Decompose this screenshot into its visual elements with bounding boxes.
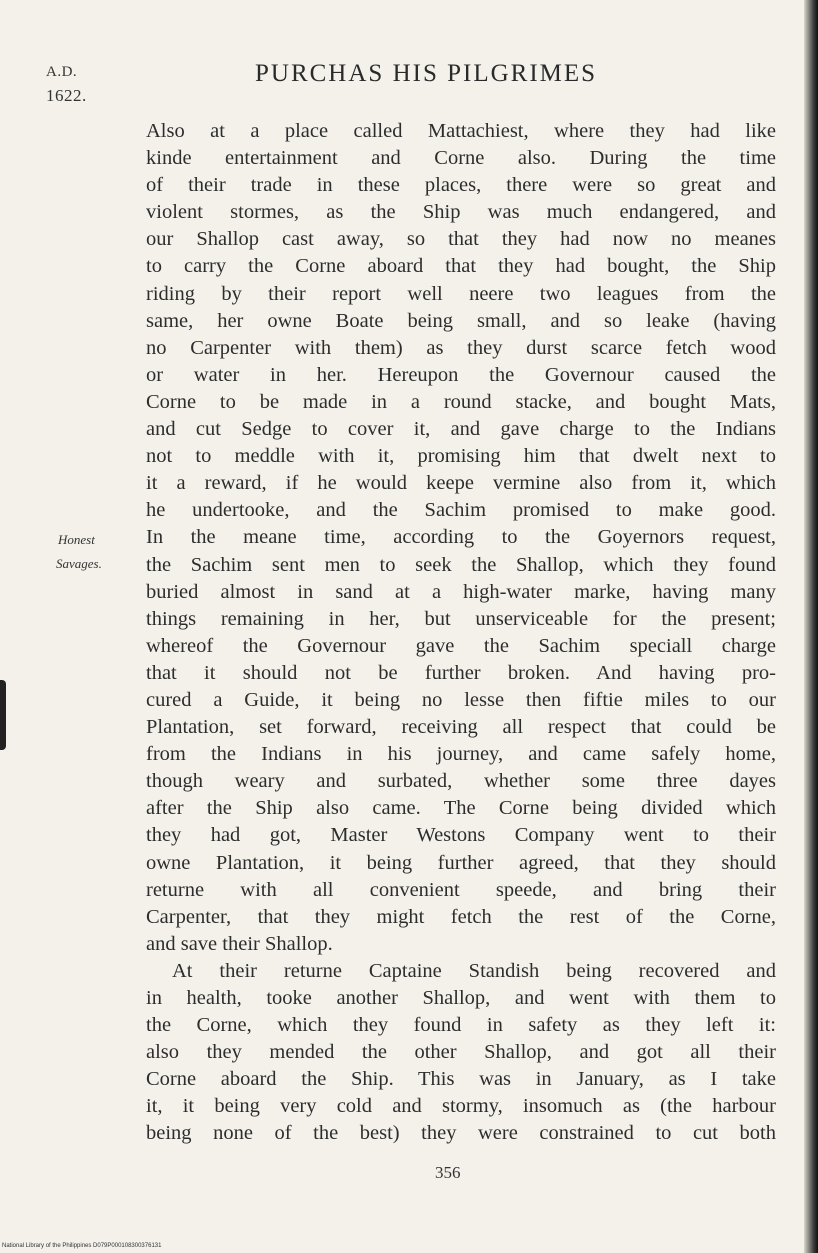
text-line: cured a Guide, it being no lesse then fiftie miles to our [146, 688, 776, 711]
year-label: 1622. [46, 86, 87, 105]
text-line: kinde entertainment and Corne also. During the time [146, 147, 776, 170]
text-line: after the Ship also came. The Corne being divided which [146, 797, 776, 820]
text-line: violent stormes, as the Ship was much endangered, and [146, 201, 776, 224]
text-line: buried almost in sand at a high-water marke, having many [146, 580, 776, 603]
text-line: of their trade in these places, there were so great and [146, 174, 776, 197]
text-line: Corne to be made in a round stacke, and bought Mats, [146, 390, 776, 413]
text-line: he undertooke, and the Sachim promised to make good. [146, 499, 776, 522]
text-line: and save their Shallop. [146, 932, 333, 955]
text-line: no Carpenter with them) as they durst scarce fetch wood [146, 336, 776, 359]
side-note-line2: Savages. [56, 556, 102, 571]
text-line: that it should not be further broken. And having pro- [146, 661, 776, 684]
text-line: being none of the best) they were constrained to cut both [146, 1122, 776, 1145]
body-text [146, 118, 776, 1148]
text-line: riding by their report well neere two leagues from the [146, 282, 776, 305]
text-line: Corne aboard the Ship. This was in January, as I take [146, 1068, 776, 1091]
side-note-line1: Honest [58, 532, 95, 547]
text-line: whereof the Governour gave the Sachim speciall charge [146, 634, 776, 657]
text-line: not to meddle with it, promising him that dwelt next to [146, 445, 776, 468]
text-line: things remaining in her, but unserviceable for the present; [146, 607, 776, 630]
text-line: to carry the Corne aboard that they had bought, the Ship [146, 255, 776, 278]
text-line: Plantation, set forward, receiving all respect that could be [146, 716, 776, 739]
text-line: in health, tooke another Shallop, and went with them to [146, 987, 776, 1009]
binding-shadow [0, 680, 6, 750]
text-line: though weary and surbated, whether some three dayes [146, 770, 776, 793]
text-line: our Shallop cast away, so that they had now no meanes [146, 228, 776, 251]
text-line: the Corne, which they found in safety as they left it: [146, 1014, 776, 1037]
text-line: they had got, Master Westons Company went to their [146, 824, 776, 847]
text-line: also they mended the other Shallop, and got all their [146, 1041, 776, 1064]
text-line: Also at a place called Mattachiest, where they had like [146, 120, 776, 142]
text-line: from the Indians in his journey, and came safely home, [146, 743, 776, 766]
text-line: owne Plantation, it being further agreed, that they should [146, 851, 776, 874]
text-line: Carpenter, that they might fetch the rest of the Corne, [146, 905, 776, 928]
text-line: or water in her. Hereupon the Governour caused the [146, 363, 776, 386]
text-line: In the meane time, according to the Goyernors request, [146, 526, 776, 549]
text-line: At their returne Captaine Standish being recovered and [172, 959, 776, 982]
date-label: A.D. [46, 64, 78, 80]
text-line: returne with all convenient speede, and bring their [146, 878, 776, 901]
text-line: the Sachim sent men to seek the Shallop, which they found [146, 553, 776, 576]
page-edge-shadow [804, 0, 818, 1253]
text-line: and cut Sedge to cover it, and gave charge to the Indians [146, 418, 776, 441]
text-line: same, her owne Boate being small, and so leake (having [146, 309, 776, 332]
page-number: 356 [435, 1163, 461, 1182]
footer-credit: National Library of the Philippines D079P000108300376131 [2, 1243, 162, 1249]
text-line: it, it being very cold and stormy, insomuch as (the harbour [146, 1095, 776, 1118]
text-line: it a reward, if he would keepe vermine also from it, which [146, 472, 776, 495]
running-title: PURCHAS HIS PILGRIMES [255, 60, 598, 87]
